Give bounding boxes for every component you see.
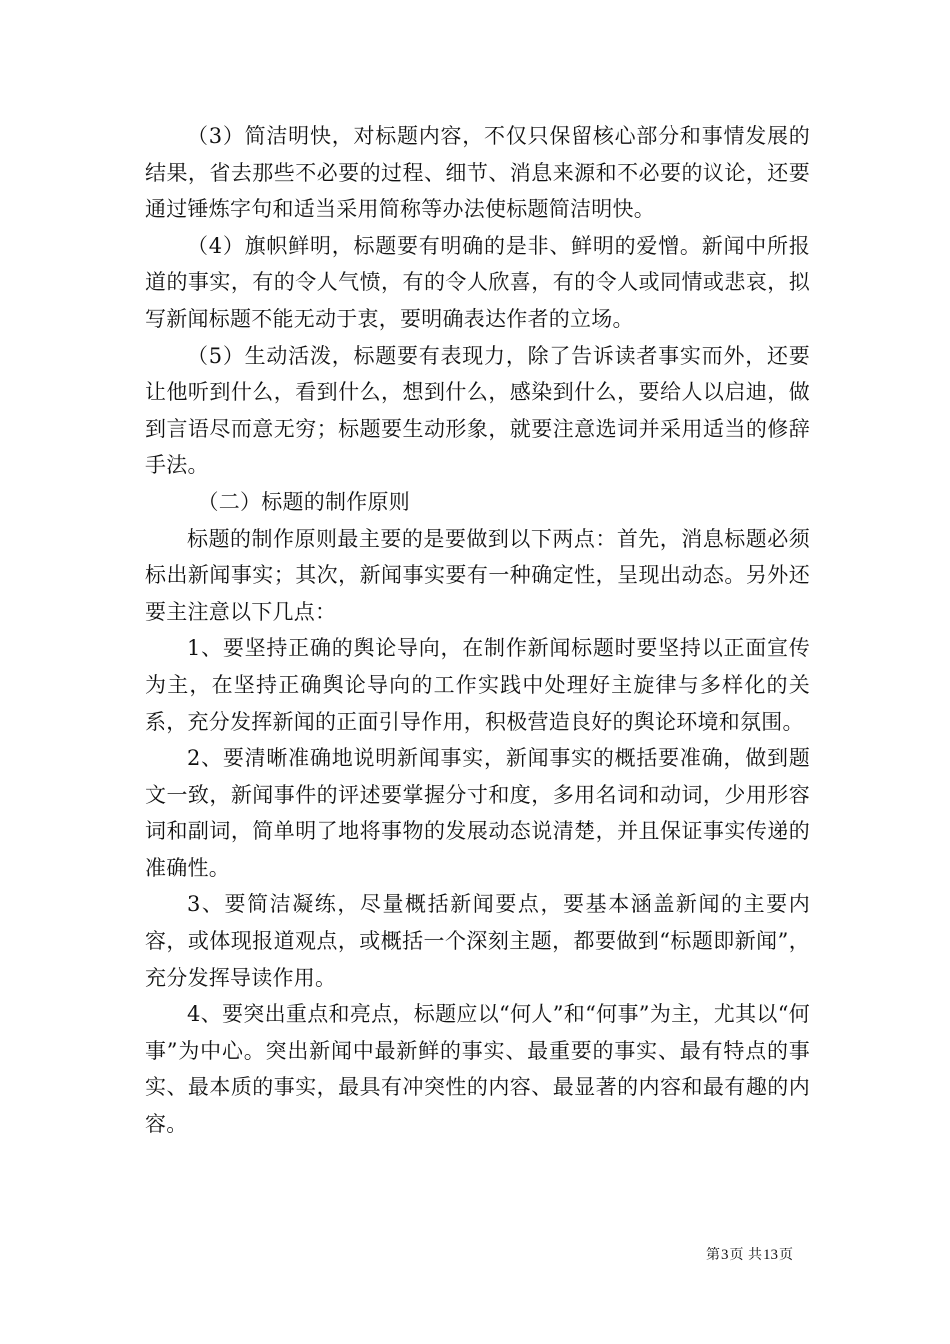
page-number-footer [706,1246,793,1264]
paragraph-lively: （5）生动活泼，标题要有表现力，除了告诉读者事实而外，还要让他听到什么，看到什么，想到什么，感染到什么，要给人以启迪，做到言语尽而意无穷；标题要生动形象，就要注意选词并采用适当的修辞手法。 [145,343,810,478]
document-body [145,118,810,1143]
total-page-number: 13 [762,1247,778,1263]
paragraph-principles-intro: 标题的制作原则最主要的是要做到以下两点：首先，消息标题必须标出新闻事实；其次，新闻事实要有一种确定性，呈现出动态。另外还要主注意以下几点： [145,526,810,624]
current-page-number: 3 [721,1247,729,1263]
section-heading-principles: （二）标题的制作原则 [197,489,410,514]
footer-prefix: 第 [706,1247,720,1263]
paragraph-concise-clear: （3）简洁明快，对标题内容，不仅只保留核心部分和事情发展的结果，省去那些不必要的过程、细节、消息来源和不必要的议论，还要通过锤炼字句和适当采用简称等办法使标题简洁明快。 [145,124,810,222]
paragraph-principle-2: 2、要清晰准确地说明新闻事实，新闻事实的概括要准确，做到题文一致，新闻事件的评述要掌握分寸和度，多用名词和动词，少用形容词和副词，简单明了地将事物的发展动态说清楚，并且保证事实传递的准确性。 [145,746,810,880]
footer-suffix: 页 [778,1247,793,1263]
footer-middle: 页 共 [729,1247,762,1263]
paragraph-clear-stance: （4）旗帜鲜明，标题要有明确的是非、鲜明的爱憎。新闻中所报道的事实，有的令人气愤，有的令人欣喜，有的令人或同情或悲哀，拟写新闻标题不能无动于衷，要明确表达作者的立场。 [145,233,810,331]
paragraph-principle-3: 3、要简洁凝练，尽量概括新闻要点，要基本涵盖新闻的主要内容，或体现报道观点，或概括一个深刻主题，都要做到“标题即新闻”，充分发挥导读作用。 [145,892,810,990]
paragraph-principle-4: 4、要突出重点和亮点，标题应以“何人”和“何事”为主，尤其以“何事”为中心。突出新闻中最新鲜的事实、最重要的事实、最有特点的事实、最本质的事实，最具有冲突性的内容、最显著的内容和最有趣的内容。 [145,1002,810,1137]
paragraph-principle-1: 1、要坚持正确的舆论导向，在制作新闻标题时要坚持以正面宣传为主，在坚持正确舆论导向的工作实践中处理好主旋律与多样化的关系，充分发挥新闻的正面引导作用，积极营造良好的舆论环境和氛围。 [145,636,810,734]
